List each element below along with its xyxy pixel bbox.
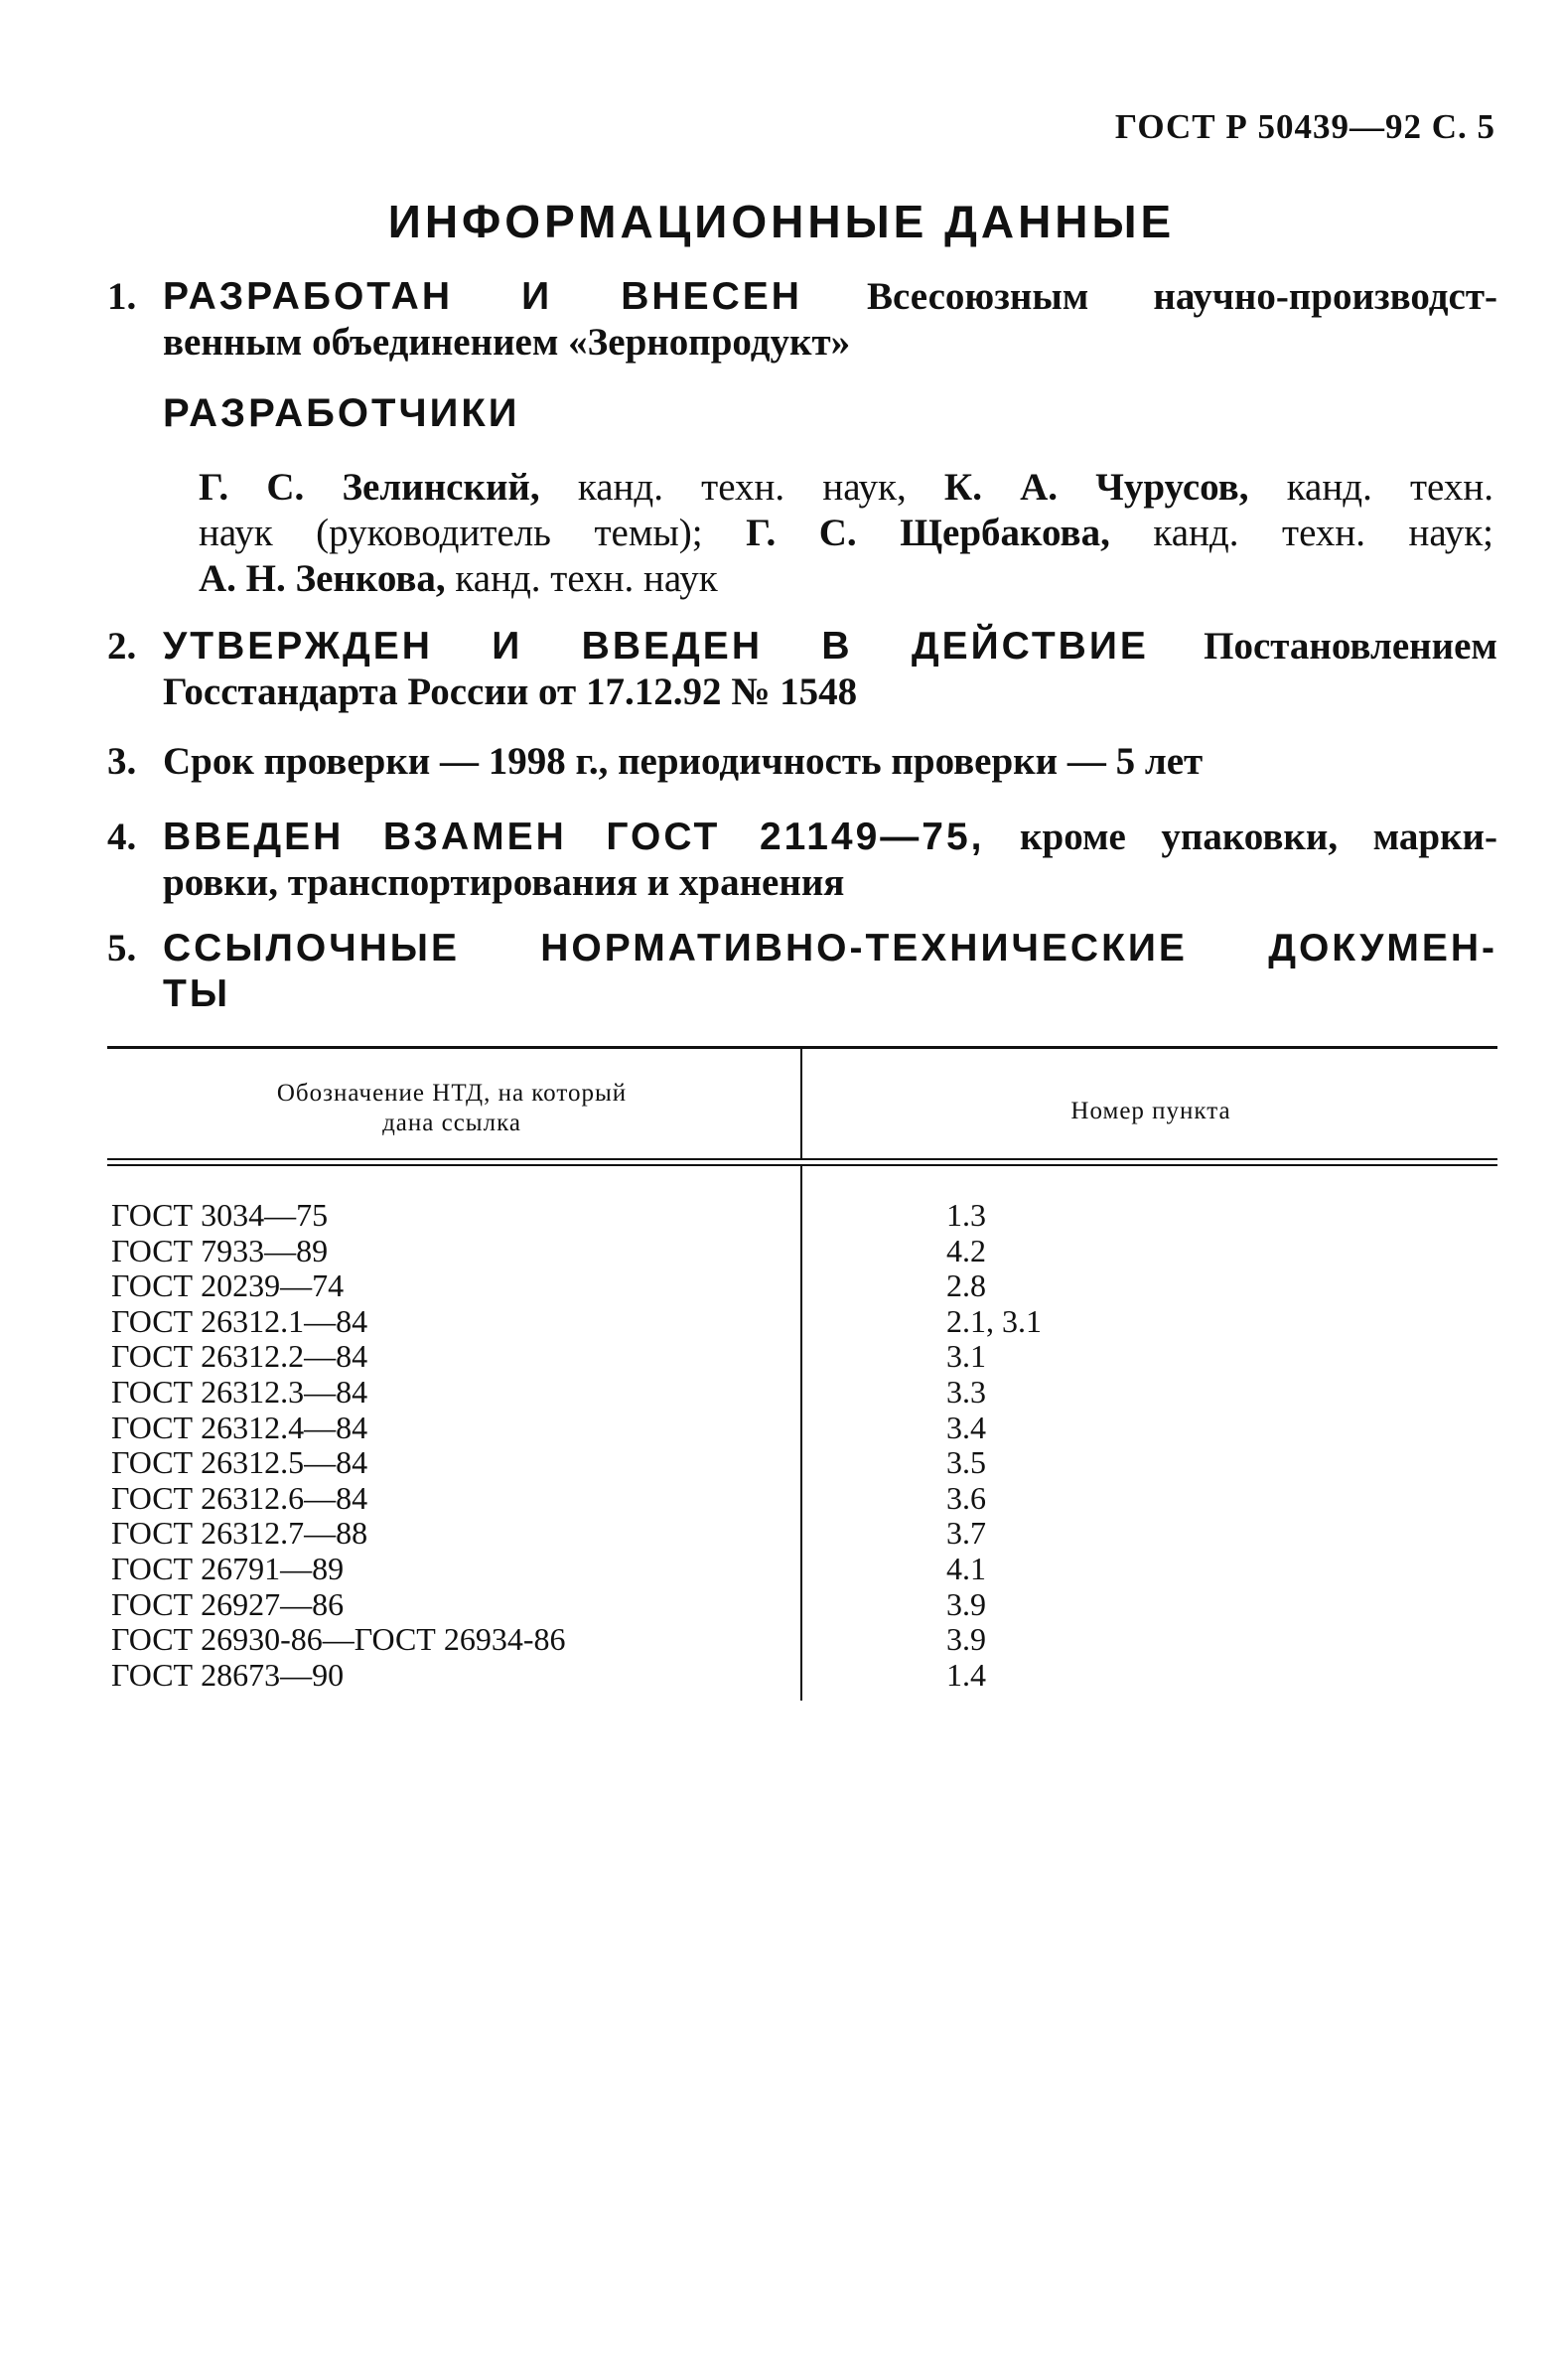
developer-degree: канд. техн. <box>1248 466 1493 509</box>
table-cell-clause: 3.9 <box>946 1621 986 1658</box>
table-header-rule <box>107 1164 1497 1166</box>
item-3 <box>107 739 1497 785</box>
table-cell-clause: 2.1, 3.1 <box>946 1302 1042 1339</box>
developers-line-1 <box>199 465 1493 511</box>
table-cell-doc: ГОСТ 3034—75 <box>111 1197 329 1233</box>
document-reference: ГОСТ Р 50439—92 С. 5 <box>1114 107 1495 146</box>
developer-degree: канд. техн. наук <box>445 557 718 600</box>
item-4 <box>107 815 1497 906</box>
table-cell-doc: ГОСТ 26930-86—ГОСТ 26934-86 <box>111 1621 566 1658</box>
developer-name: К. А. Чурусов, <box>943 466 1249 509</box>
table-cell-clause: 3.4 <box>946 1409 986 1445</box>
table-cell-clause: 4.1 <box>946 1550 986 1586</box>
developer-degree: канд. техн. наук; <box>1109 512 1494 554</box>
table-cell-clause: 4.2 <box>946 1232 986 1268</box>
table-cell-clause: 3.6 <box>946 1479 986 1516</box>
item-1 <box>107 274 1497 366</box>
item-number: 5. <box>107 927 137 969</box>
table-cell-doc: ГОСТ 7933—89 <box>111 1232 329 1268</box>
table-cell-clause: 3.9 <box>946 1585 986 1622</box>
table-clause-column <box>946 1198 1205 1693</box>
table-cell-clause: 3.3 <box>946 1373 986 1410</box>
table-column-header-document <box>129 1079 775 1138</box>
item-1-text-1: Всесоюзным научно-производст- <box>867 275 1497 318</box>
header-line: Обозначение НТД, на который <box>276 1080 628 1107</box>
table-cell-doc: ГОСТ 28673—90 <box>111 1656 345 1693</box>
table-cell-doc: ГОСТ 20239—74 <box>111 1267 345 1304</box>
item-number: 1. <box>107 275 137 318</box>
item-2-text-2: Госстандарта России от 17.12.92 № 1548 <box>163 670 858 713</box>
item-1-text-2: венным объединением «Зернопродукт» <box>163 321 851 364</box>
item-5-lead-1: ССЫЛОЧНЫЕ НОРМАТИВНО-ТЕХНИЧЕСКИЕ ДОКУМЕН- <box>163 927 1497 969</box>
table-cell-doc: ГОСТ 26312.3—84 <box>111 1373 368 1410</box>
table-cell-clause: 3.7 <box>946 1515 986 1552</box>
item-number: 3. <box>107 740 137 783</box>
developer-name: Г. С. Зелинский, <box>199 466 540 509</box>
item-4-text-2: ровки, транспортирования и хранения <box>163 861 845 904</box>
table-column-header-clause: Номер пункта <box>1070 1098 1231 1124</box>
table-cell-doc: ГОСТ 26312.6—84 <box>111 1479 368 1516</box>
table-cell-doc: ГОСТ 26312.2—84 <box>111 1338 368 1375</box>
item-4-line-1 <box>163 815 1497 860</box>
item-number: 2. <box>107 625 137 668</box>
developer-name: А. Н. Зенкова, <box>199 557 446 600</box>
item-3-text: Срок проверки — 1998 г., периодичность проверки — 5 лет <box>163 740 1204 783</box>
item-2-lead: УТВЕРЖДЕН И ВВЕДЕН В ДЕЙСТВИЕ <box>163 625 1149 668</box>
table-header-rule <box>107 1158 1497 1160</box>
table-cell-doc: ГОСТ 26312.7—88 <box>111 1515 368 1552</box>
item-4-lead: ВВЕДЕН ВЗАМЕН ГОСТ 21149—75, <box>163 816 985 858</box>
table-cell-clause: 3.5 <box>946 1444 986 1481</box>
table-body-divider <box>800 1166 802 1701</box>
item-2-text-1: Постановлением <box>1204 625 1497 668</box>
item-5-lead-2: ТЫ <box>163 972 231 1015</box>
table-cell-doc: ГОСТ 26927—86 <box>111 1585 345 1622</box>
table-cell-doc: ГОСТ 26312.1—84 <box>111 1302 368 1339</box>
table-cell-clause: 1.4 <box>946 1656 986 1693</box>
item-2-line-1 <box>163 624 1497 669</box>
item-4-text-1: кроме упаковки, марки- <box>1020 816 1498 858</box>
developers-list <box>199 465 1493 602</box>
table-doc-column <box>111 1198 786 1693</box>
table-cell-doc: ГОСТ 26791—89 <box>111 1550 345 1586</box>
developers-line-2 <box>199 511 1493 556</box>
table-cell-doc: ГОСТ 26312.5—84 <box>111 1444 368 1481</box>
table-top-rule <box>107 1046 1497 1049</box>
table-cell-clause: 2.8 <box>946 1267 986 1304</box>
item-1-line-1 <box>163 274 1497 320</box>
developers-line-3 <box>199 556 1493 602</box>
developer-degree: канд. техн. наук, <box>539 466 944 509</box>
table-cell-clause: 3.1 <box>946 1338 986 1375</box>
developers-heading: РАЗРАБОТЧИКИ <box>163 391 520 435</box>
item-5 <box>107 926 1497 1017</box>
header-line: дана ссылка <box>382 1110 521 1136</box>
item-2 <box>107 624 1497 715</box>
table-header-divider <box>800 1049 802 1158</box>
table-cell-doc: ГОСТ 26312.4—84 <box>111 1409 368 1445</box>
item-1-lead: РАЗРАБОТАН И ВНЕСЕН <box>163 275 802 318</box>
table-cell-clause: 1.3 <box>946 1197 986 1233</box>
developer-name: Г. С. Щербакова, <box>746 512 1110 554</box>
item-number: 4. <box>107 816 137 858</box>
developer-degree: наук (руководитель темы); <box>199 512 747 554</box>
page-title: ИНФОРМАЦИОННЫЕ ДАННЫЕ <box>387 196 1176 247</box>
